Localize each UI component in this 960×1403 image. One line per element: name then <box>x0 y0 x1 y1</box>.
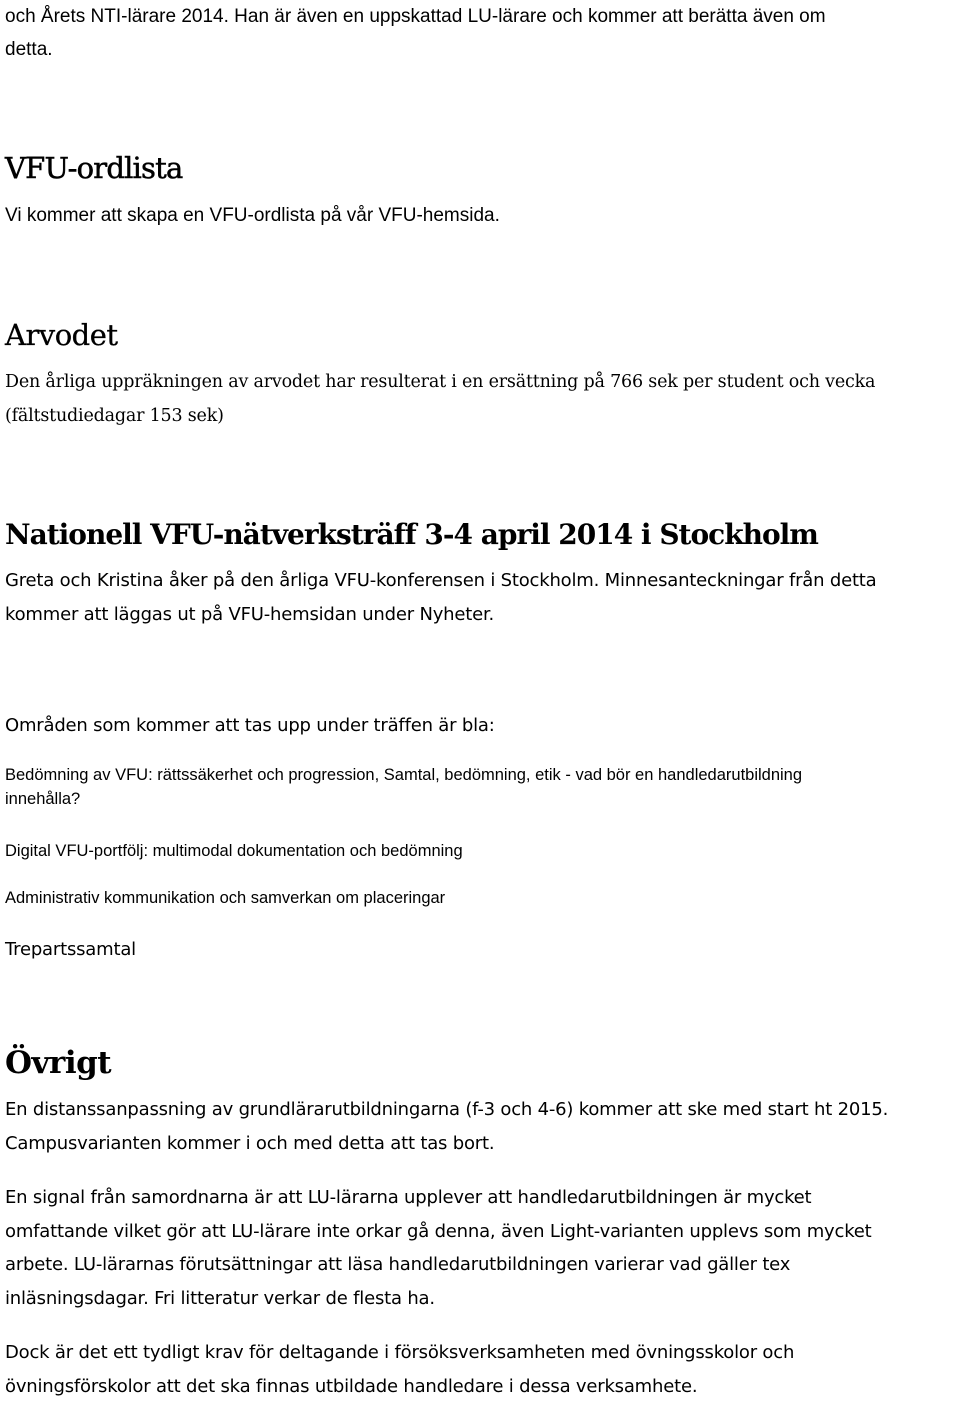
ovrigt-p3-line-2: övningsförskolor att det ska finnas utbildade handledare i dessa verksamhete. <box>5 1370 954 1403</box>
natverk-heading: Nationell VFU-nätverksträff 3-4 april 2014 i Stockholm <box>5 515 954 555</box>
arvodet-line-2: (fältstudiedagar 153 sek) <box>5 399 954 433</box>
omraden-item-1 <box>5 763 954 811</box>
natverk-paragraph <box>5 564 954 631</box>
omraden-item-3: Administrativ kommunikation och samverkan om placeringar <box>5 886 954 910</box>
omraden-item-1-line-1: Bedömning av VFU: rättssäkerhet och progression, Samtal, bedömning, etik - vad bör en handledarutbildning <box>5 763 954 787</box>
omraden-item-4: Trepartssamtal <box>5 933 954 967</box>
ovrigt-p1-line-1: En distanssanpassning av grundlärarutbildningarna (f-3 och 4-6) kommer att ske med start ht 2015. <box>5 1093 954 1127</box>
ovrigt-paragraph-1 <box>5 1093 954 1160</box>
ovrigt-paragraph-3 <box>5 1336 954 1403</box>
natverk-line-1: Greta och Kristina åker på den årliga VFU-konferensen i Stockholm. Minnesanteckningar från detta <box>5 564 954 598</box>
omraden-intro: Områden som kommer att tas upp under träffen är bla: <box>5 709 954 743</box>
ovrigt-p2-line-4: inläsningsdagar. Fri litteratur verkar de flesta ha. <box>5 1282 954 1316</box>
ovrigt-p2-line-1: En signal från samordnarna är att LU-lärarna upplever att handledarutbildningen är mycket <box>5 1181 954 1215</box>
vfu-ordlista-text: Vi kommer att skapa en VFU-ordlista på vår VFU-hemsida. <box>5 199 954 232</box>
omraden-item-2: Digital VFU-portfölj: multimodal dokumentation och bedömning <box>5 839 954 863</box>
natverk-line-2: kommer att läggas ut på VFU-hemsidan under Nyheter. <box>5 598 954 632</box>
intro-line-2: detta. <box>5 33 954 66</box>
ovrigt-heading: Övrigt <box>5 1041 954 1085</box>
arvodet-heading: Arvodet <box>5 315 954 355</box>
intro-line-1: och Årets NTI-lärare 2014. Han är även en uppskattad LU-lärare och kommer att berätta även om <box>5 0 954 33</box>
omraden-item-1-line-2: innehålla? <box>5 787 954 811</box>
arvodet-paragraph <box>5 365 954 433</box>
ovrigt-paragraph-2 <box>5 1181 954 1315</box>
intro-paragraph <box>5 0 954 66</box>
ovrigt-p3-line-1: Dock är det ett tydligt krav för deltagande i försöksverksamheten med övningsskolor och <box>5 1336 954 1370</box>
ovrigt-p2-line-3: arbete. LU-lärarnas förutsättningar att läsa handledarutbildningen varierar vad gäller tex <box>5 1248 954 1282</box>
ovrigt-p1-line-2: Campusvarianten kommer i och med detta att tas bort. <box>5 1127 954 1161</box>
ovrigt-p2-line-2: omfattande vilket gör att LU-lärare inte orkar gå denna, även Light-varianten upplevs som mycket <box>5 1215 954 1249</box>
arvodet-line-1: Den årliga uppräkningen av arvodet har resulterat i en ersättning på 766 sek per student och vecka <box>5 365 954 399</box>
vfu-ordlista-heading: VFU-ordlista <box>5 148 954 188</box>
